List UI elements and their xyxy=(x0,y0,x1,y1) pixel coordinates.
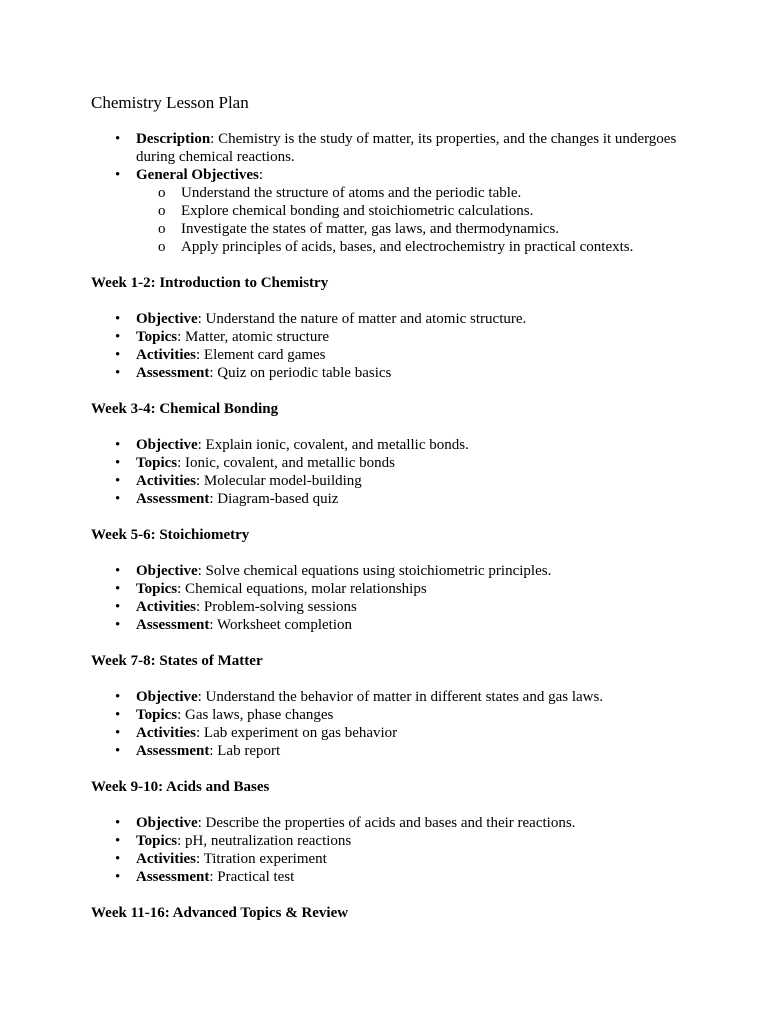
topics-text: : pH, neutralization reactions xyxy=(177,833,352,849)
document-page xyxy=(91,92,691,940)
assessment-text: : Worksheet completion xyxy=(209,617,352,633)
activities-label: Activities xyxy=(136,347,196,363)
assessment-label: Assessment xyxy=(136,617,210,633)
activities-text: : Problem-solving sessions xyxy=(195,599,357,615)
objective-label: Objective xyxy=(136,563,198,579)
week-assessment-item xyxy=(91,868,691,886)
activities-label: Activities xyxy=(136,725,196,741)
week-heading: Week 7-8: States of Matter xyxy=(91,653,263,669)
week-topics-item xyxy=(91,832,691,850)
activities-text: : Titration experiment xyxy=(195,851,327,867)
week-activities-item xyxy=(91,598,691,616)
week-objective-item xyxy=(91,310,691,328)
objective-label: Objective xyxy=(136,437,198,453)
assessment-text: : Practical test xyxy=(209,869,295,885)
document-title: Chemistry Lesson Plan xyxy=(91,93,249,112)
topics-text: : Gas laws, phase changes xyxy=(177,707,334,723)
topics-label: Topics xyxy=(136,581,178,597)
topics-label: Topics xyxy=(136,329,178,345)
week-heading: Week 5-6: Stoichiometry xyxy=(91,527,250,543)
objective-subitem: o Investigate the states of matter, gas laws, and thermodynamics. xyxy=(136,220,691,238)
topics-label: Topics xyxy=(136,455,178,471)
activities-text: : Element card games xyxy=(195,347,326,363)
description-item xyxy=(91,130,691,166)
objective-subitem: o Apply principles of acids, bases, and electrochemistry in practical contexts. xyxy=(136,238,691,256)
week-activities-item xyxy=(91,850,691,868)
week-assessment-item xyxy=(91,742,691,760)
week-list xyxy=(91,562,691,634)
week-topics-item xyxy=(91,580,691,598)
week-topics-item xyxy=(91,706,691,724)
week-topics-item xyxy=(91,328,691,346)
week-objective-item xyxy=(91,814,691,832)
objective-text: : Understand the behavior of matter in different states and gas laws. xyxy=(197,689,604,705)
activities-label: Activities xyxy=(136,851,196,867)
week-topics-item xyxy=(91,454,691,472)
activities-label: Activities xyxy=(136,473,196,489)
week-objective-item xyxy=(91,562,691,580)
week-objective-item xyxy=(91,688,691,706)
objective-text: : Describe the properties of acids and bases and their reactions. xyxy=(197,815,576,831)
objective-subitem: o Understand the structure of atoms and the periodic table. xyxy=(136,184,691,202)
assessment-label: Assessment xyxy=(136,365,210,381)
activities-label: Activities xyxy=(136,599,196,615)
week-assessment-item xyxy=(91,490,691,508)
week-heading: Week 11-16: Advanced Topics & Review xyxy=(91,905,349,921)
topics-label: Topics xyxy=(136,707,178,723)
objective-subitem: o Explore chemical bonding and stoichiometric calculations. xyxy=(136,202,691,220)
week-assessment-item xyxy=(91,616,691,634)
week-list xyxy=(91,688,691,760)
week-heading: Week 1-2: Introduction to Chemistry xyxy=(91,275,329,291)
activities-text: : Molecular model-building xyxy=(195,473,362,489)
description-label: Description xyxy=(136,131,211,147)
objective-label: Objective xyxy=(136,689,198,705)
assessment-label: Assessment xyxy=(136,869,210,885)
general-objectives-label: General Objectives xyxy=(136,167,259,183)
topics-text: : Matter, atomic structure xyxy=(177,329,329,345)
objective-text: : Explain ionic, covalent, and metallic bonds. xyxy=(197,437,469,453)
description-text: : Chemistry is the study of matter, its properties, and the changes it undergoes during chemical reactions. xyxy=(136,131,677,165)
general-objectives-colon: : xyxy=(258,167,264,183)
objective-label: Objective xyxy=(136,311,198,327)
general-objectives-item xyxy=(91,166,691,256)
week-heading: Week 9-10: Acids and Bases xyxy=(91,779,270,795)
week-activities-item xyxy=(91,346,691,364)
objective-text: : Understand the nature of matter and atomic structure. xyxy=(197,311,527,327)
week-activities-item xyxy=(91,472,691,490)
activities-text: : Lab experiment on gas behavior xyxy=(195,725,398,741)
assessment-text: : Lab report xyxy=(209,743,281,759)
week-activities-item xyxy=(91,724,691,742)
assessment-text: : Quiz on periodic table basics xyxy=(209,365,392,381)
week-list xyxy=(91,310,691,382)
week-list xyxy=(91,436,691,508)
objective-text: : Solve chemical equations using stoichiometric principles. xyxy=(197,563,552,579)
objectives-sublist xyxy=(136,184,691,256)
week-assessment-item xyxy=(91,364,691,382)
intro-list xyxy=(91,130,691,256)
week-list xyxy=(91,814,691,886)
week-objective-item xyxy=(91,436,691,454)
assessment-label: Assessment xyxy=(136,743,210,759)
assessment-label: Assessment xyxy=(136,491,210,507)
week-heading: Week 3-4: Chemical Bonding xyxy=(91,401,279,417)
topics-text: : Chemical equations, molar relationships xyxy=(177,581,427,597)
assessment-text: : Diagram-based quiz xyxy=(209,491,339,507)
topics-label: Topics xyxy=(136,833,178,849)
objective-label: Objective xyxy=(136,815,198,831)
topics-text: : Ionic, covalent, and metallic bonds xyxy=(177,455,395,471)
